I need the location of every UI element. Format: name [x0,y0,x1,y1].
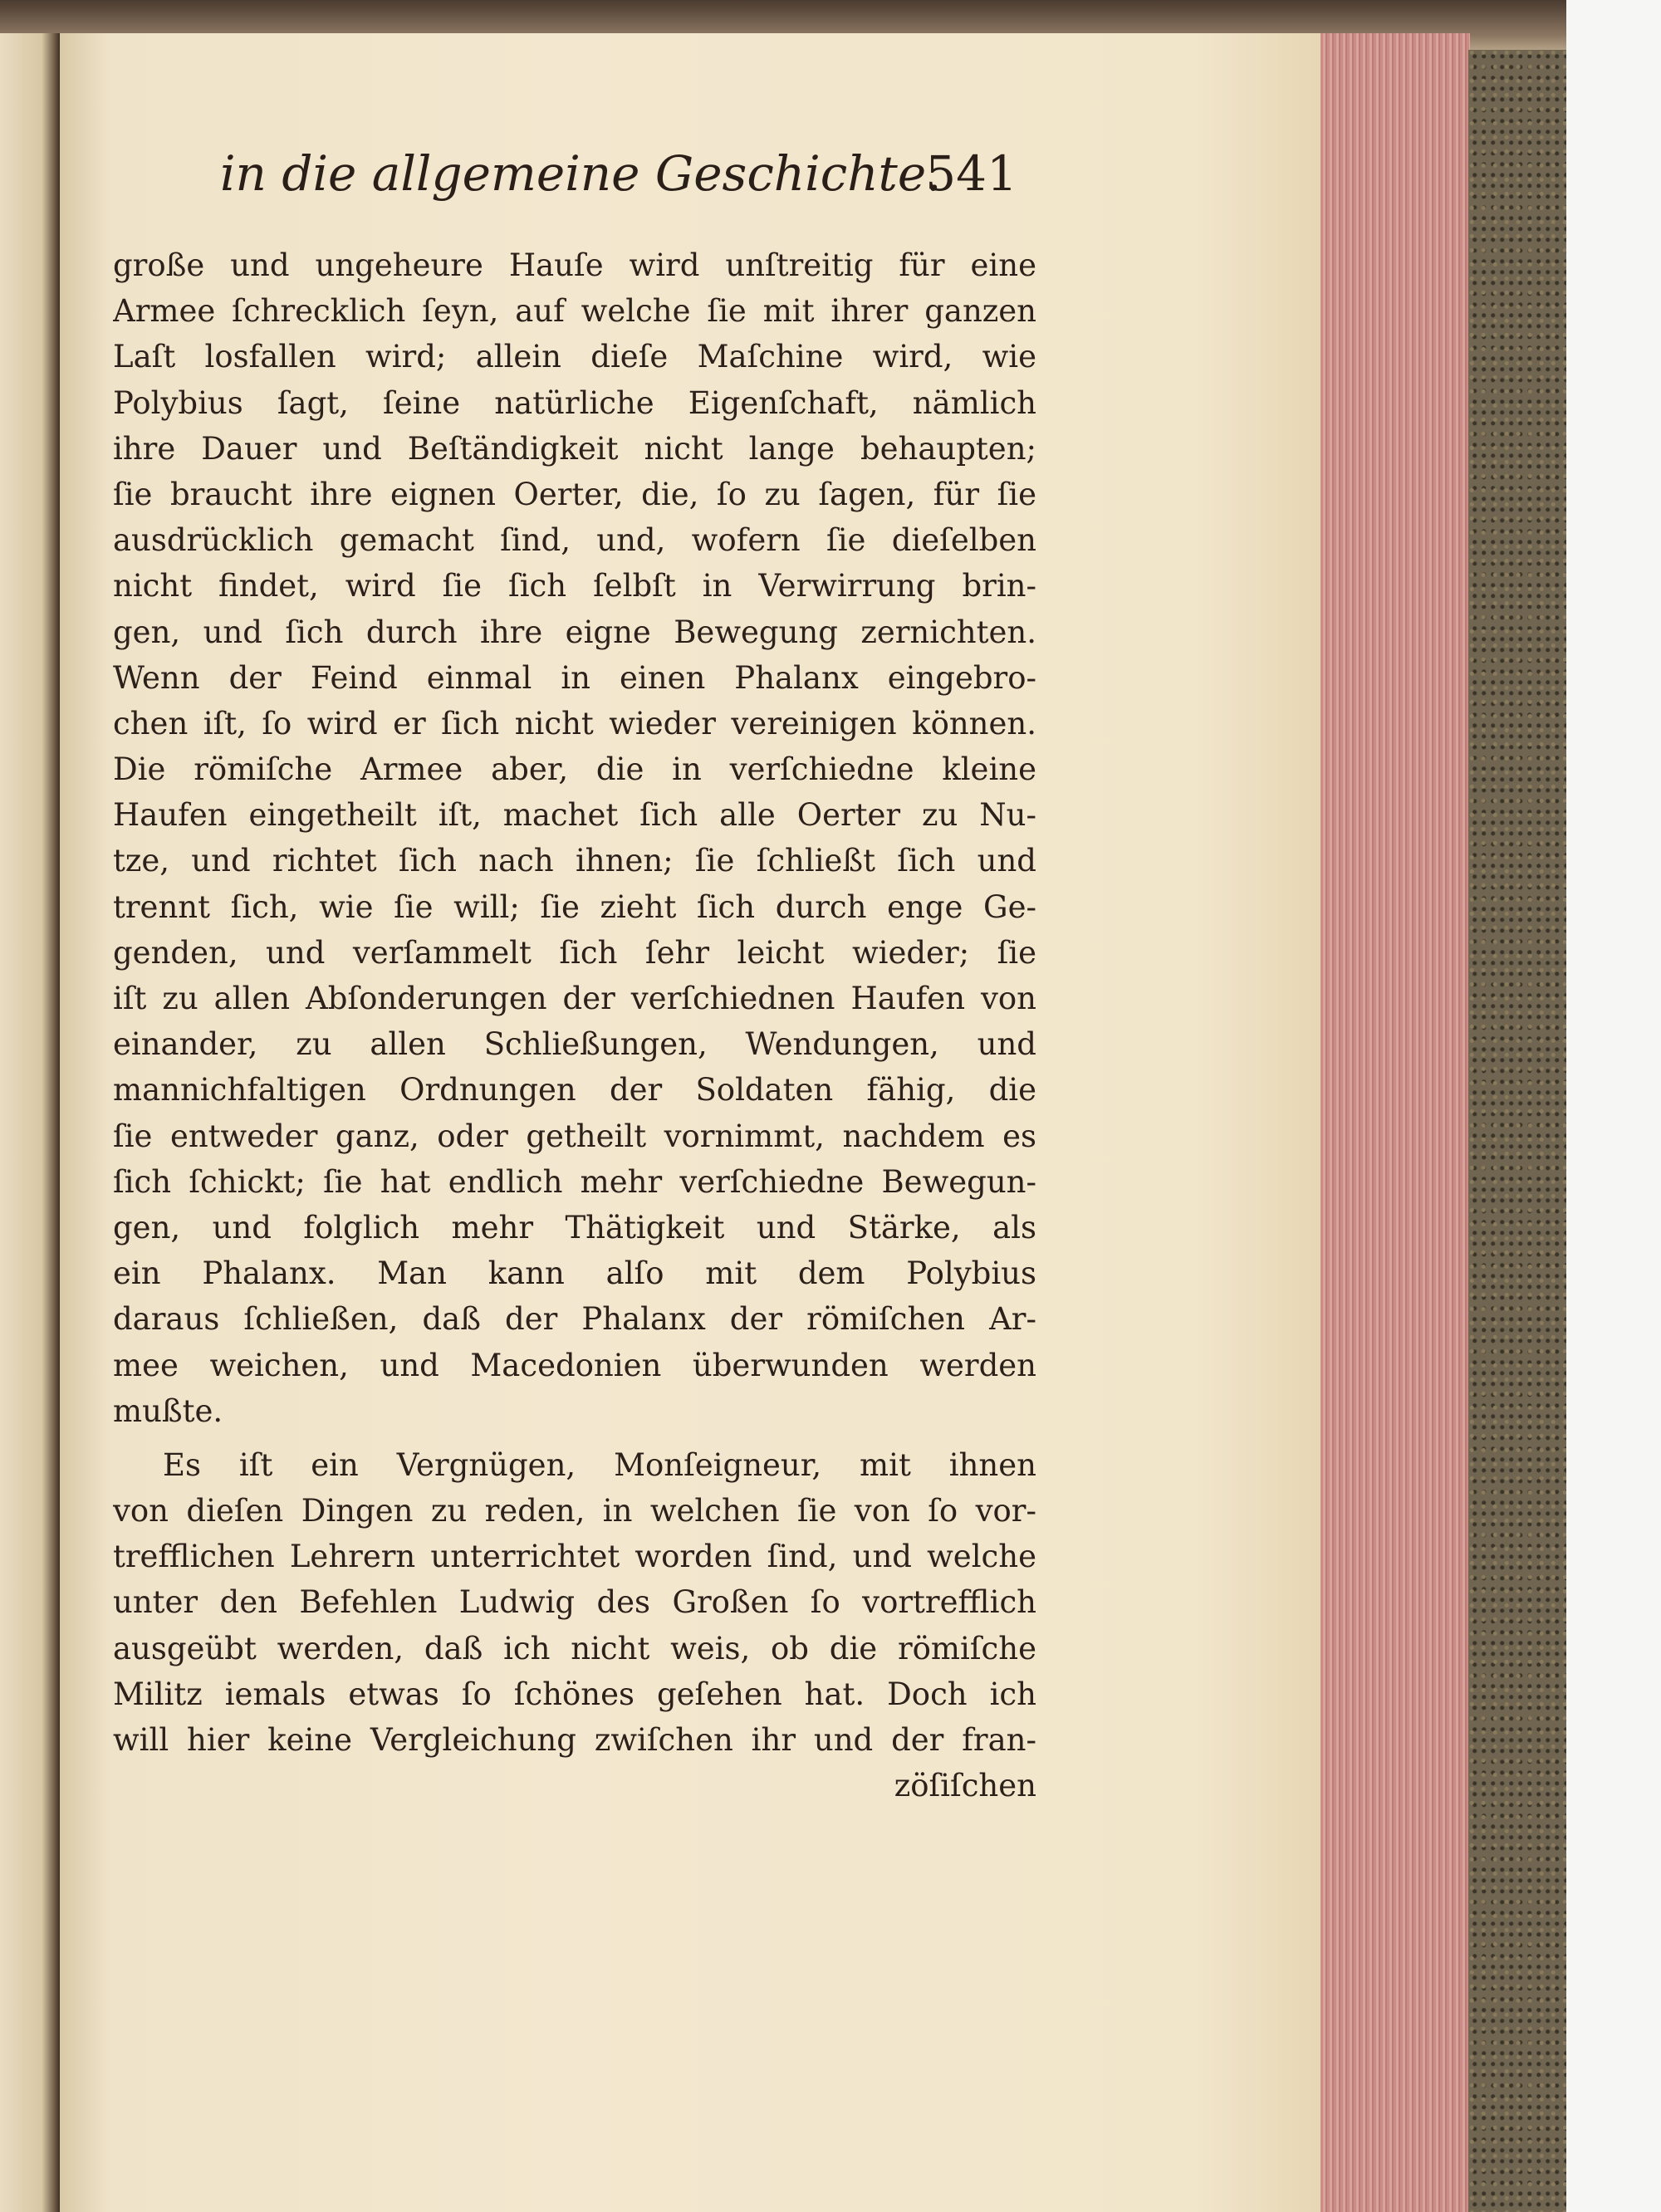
text-line: Haufen eingetheilt iſt, machet ſich alle Oerter zu Nu- [113,797,1036,834]
paragraph-2 [113,1442,1036,1763]
text-line: von dieſen Dingen zu reden, in welchen ſie von ſo vor- [113,1493,1036,1529]
text-line: ſich ſchickt; ſie hat endlich mehr verſchiedne Bewegun- [113,1163,1036,1200]
text-line: trennt ſich, wie ſie will; ſie zieht ſich durch enge Ge- [113,888,1036,925]
text-line: große und ungeheure Hauſe wird unſtreitig für eine [113,247,1036,283]
text-line: unter den Befehlen Ludwig des Großen ſo vortrefflich [113,1584,1036,1621]
text-line: mannichfaltigen Ordnungen der Soldaten fähig, die [113,1072,1036,1108]
text-line: Militz iemals etwas ſo ſchönes geſehen hat. Doch ich [113,1676,1036,1712]
text-line: ſie braucht ihre eignen Oerter, die, ſo zu ſagen, für ſie [113,476,1036,512]
text-line: ausgeübt werden, daß ich nicht weis, ob die römiſche [113,1630,1036,1666]
text-line: ein Phalanx. Man kann alſo mit dem Polybius [113,1255,1036,1292]
body-text [113,242,1036,1808]
text-line: will hier keine Vergleichung zwiſchen ihr und der fran- [113,1722,1036,1758]
text-line: mußte. [113,1392,223,1429]
text-line: ſie entweder ganz, oder getheilt vornimmt, nachdem es [113,1118,1036,1154]
text-line: Die römiſche Armee aber, die in verſchiedne kleine [113,751,1036,788]
text-line: chen iſt, ſo wird er ſich nicht wieder vereinigen können. [113,705,1036,741]
text-line: Armee ſchrecklich ſeyn, auf welche ſie mit ihrer ganzen [113,293,1036,330]
running-title: in die allgemeine Geschichte. [220,145,942,202]
text-line: daraus ſchließen, daß der Phalanx der römiſchen Ar- [113,1301,1036,1338]
text-line: genden, und verſammelt ſich ſehr leicht wieder; ſie [113,934,1036,971]
text-line: Es iſt ein Vergnügen, Monſeigneur, mit ihnen [163,1446,1036,1483]
text-line: Polybius ſagt, ſeine natürliche Eigenſchaft, nämlich [113,384,1036,421]
text-line: trefflichen Lehrern unterrichtet worden ſind, und welche [113,1539,1036,1575]
text-line: Laſt losfallen wird; allein dieſe Maſchine wird, wie [113,339,1036,375]
text-line: Wenn der Feind einmal in einen Phalanx eingebro- [113,659,1036,696]
text-line: tze, und richtet ſich nach ihnen; ſie ſchließt ſich und [113,843,1036,879]
text-line: einander, zu allen Schließungen, Wendungen, und [113,1026,1036,1063]
text-line: gen, und ſich durch ihre eigne Bewegung zernichten. [113,614,1036,650]
text-line: ausdrücklich gemacht ſind, und, wofern ſie dieſelben [113,522,1036,559]
catchword: zöſiſchen [894,1768,1036,1804]
text-line: gen, und folglich mehr Thätigkeit und Stärke, als [113,1209,1036,1245]
page-header [220,145,1017,212]
text-line: ihre Dauer und Beſtändigkeit nicht lange behaupten; [113,430,1036,467]
page-block-edge [1320,33,1470,2212]
page-number: 541 [925,145,1017,202]
scan-background [1566,0,1661,2212]
facing-page-edge [0,33,60,2212]
paragraph-1 [113,242,1036,1434]
book-cover [1468,50,1566,2212]
text-line: iſt zu allen Abſonderungen der verſchiednen Haufen von [113,981,1036,1016]
text-line: nicht findet, wird ſie ſich ſelbſt in Verwirrung brin- [113,568,1036,604]
text-line: mee weichen, und Macedonien überwunden werden [113,1347,1036,1383]
